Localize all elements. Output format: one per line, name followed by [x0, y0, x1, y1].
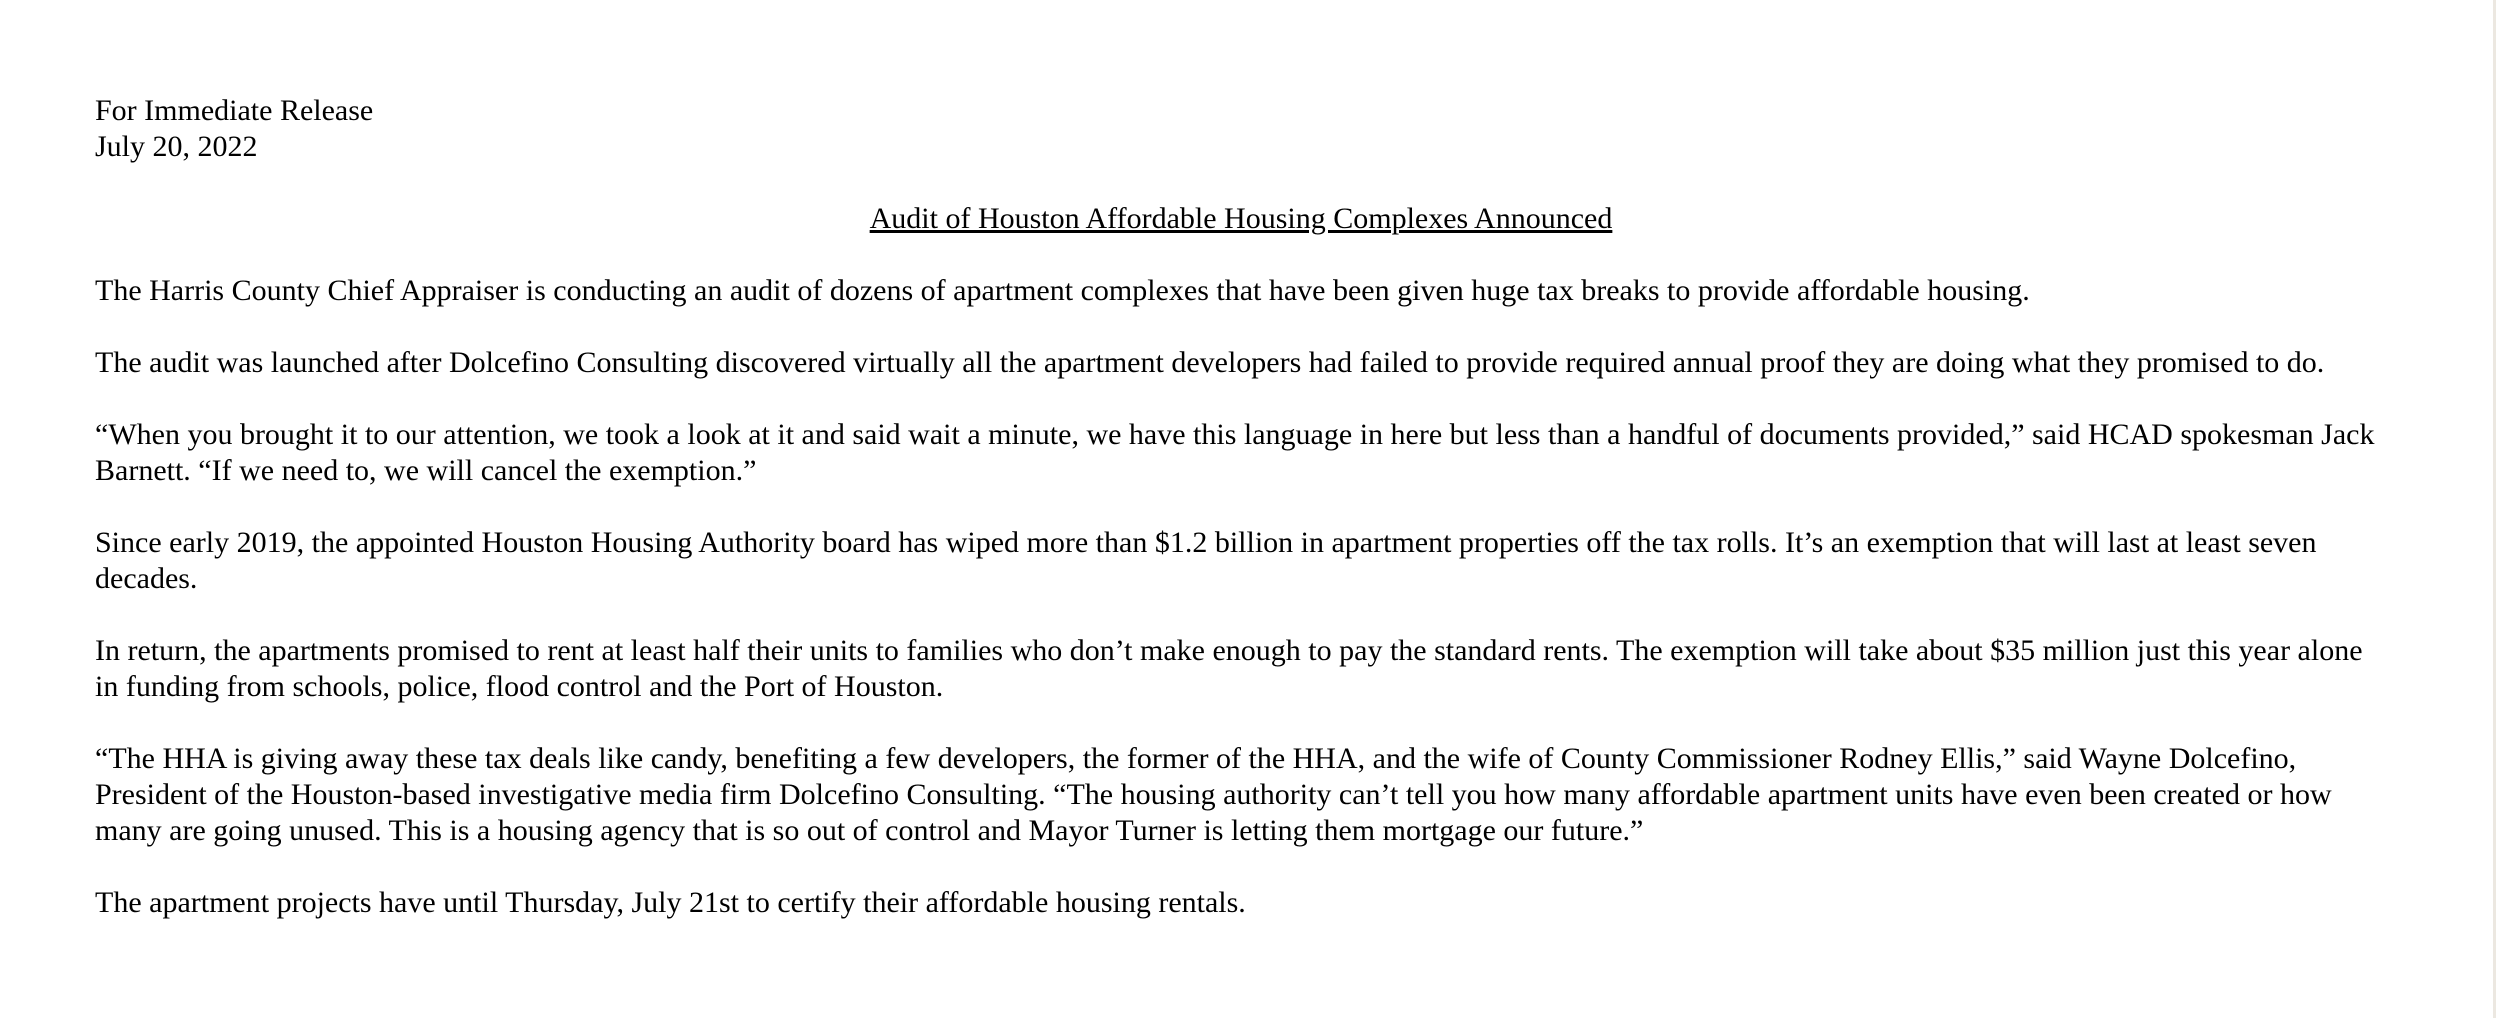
document-title-text: Audit of Houston Affordable Housing Complexes Announced: [869, 202, 1613, 235]
release-header: [95, 93, 2387, 165]
paragraph: The audit was launched after Dolcefino Consulting discovered virtually all the apartment developers had failed to provide required annual proof they are doing what they promised to do.: [95, 346, 2325, 379]
paragraph: Since early 2019, the appointed Houston Housing Authority board has wiped more than $1.2 billion in apartment properties off the tax rolls. It’s an exemption that will last at least seven decades.: [95, 526, 2317, 595]
paragraph: “The HHA is giving away these tax deals like candy, benefiting a few developers, the former of the HHA, and the wife of County Commissioner Rodney Ellis,” said Wayne Dolcefino, President of the Houston-based investigative media firm Dolcefino Consulting. “The housing authority can’t tell you how many affordable apartment units have even been created or how many are going unused. This is a housing agency that is so out of control and Mayor Turner is letting them mortgage our future.”: [95, 742, 2332, 847]
release-line: For Immediate Release: [95, 94, 374, 127]
date-line: July 20, 2022: [95, 130, 258, 163]
paragraph: The Harris County Chief Appraiser is conducting an audit of dozens of apartment complexes that have been given huge tax breaks to provide affordable housing.: [95, 274, 2030, 307]
document-body: [95, 93, 2387, 921]
paragraph: “When you brought it to our attention, we took a look at it and said wait a minute, we have this language in here but less than a handful of documents provided,” said HCAD spokesman Jack Barnett. “If we need to, we will cancel the exemption.”: [95, 418, 2375, 487]
paragraph: The apartment projects have until Thursday, July 21st to certify their affordable housing rentals.: [95, 886, 1246, 919]
document-title: [95, 201, 2387, 237]
paragraph: In return, the apartments promised to rent at least half their units to families who don’t make enough to pay the standard rents. The exemption will take about $35 million just this year alone in funding from schools, police, flood control and the Port of Houston.: [95, 634, 2363, 703]
